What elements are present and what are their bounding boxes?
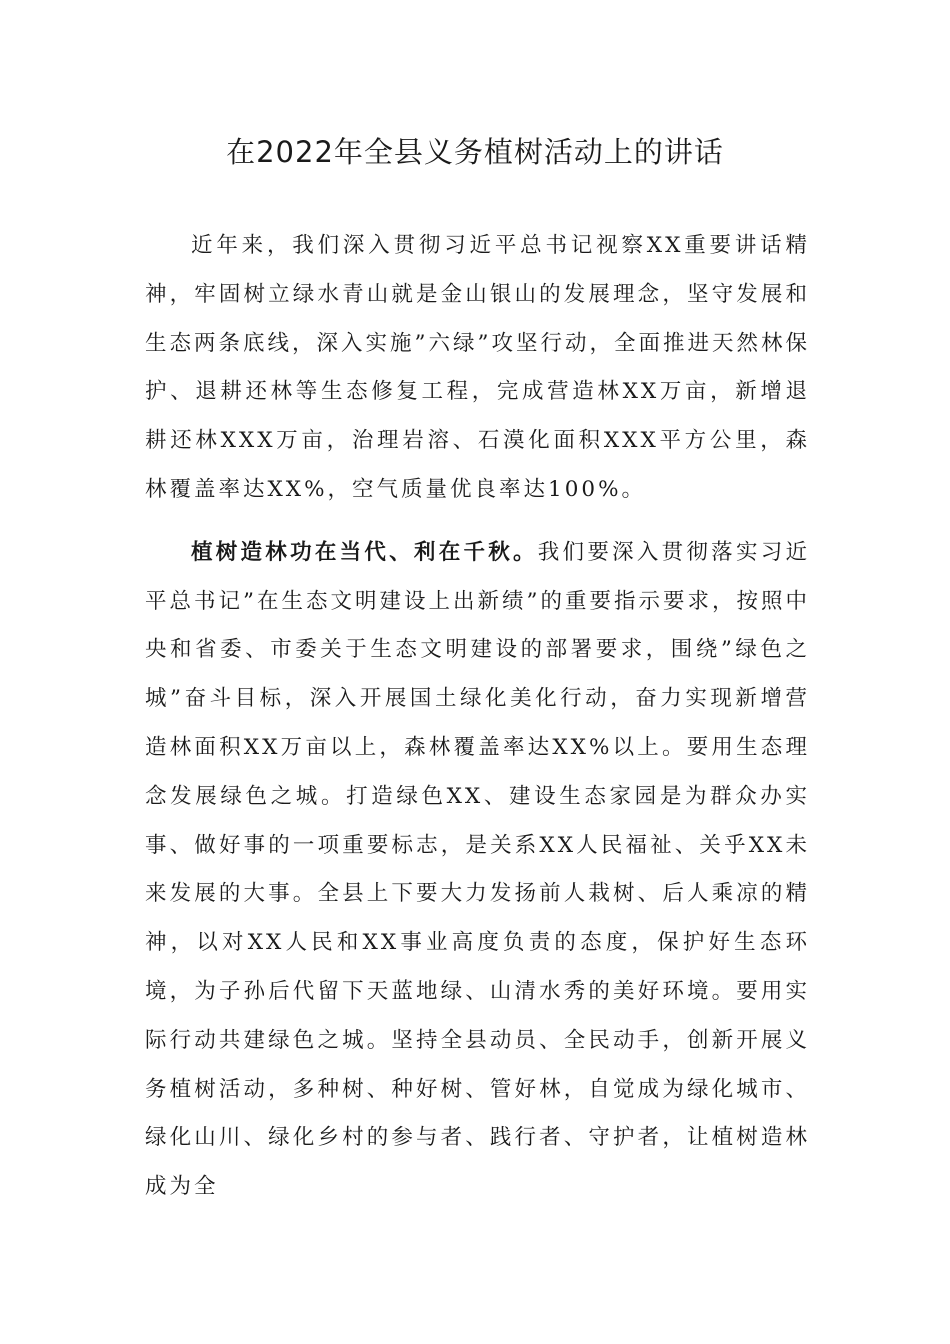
document-title: 在2022年全县义务植树活动上的讲话: [226, 135, 724, 169]
paragraph-2-lead: 植树造林功在当代、利在千秋。: [191, 539, 538, 565]
paragraph-1-text: 近年来，我们深入贯彻习近平总书记视察XX重要讲话精神，牢固树立绿水青山就是金山银山的发展理念，坚守发展和生态两条底线，深入实施”六绿”攻坚行动，全面推进天然林保护、退耕还林等生态修复工程，完成营造林XX万亩，新增退耕还林XXX万亩，治理岩溶、石漠化面积XXX平方公里，森林覆盖率达XX%，空气质量优良率达100%。: [145, 233, 810, 502]
paragraph-1: [145, 222, 810, 515]
document-body: [145, 222, 810, 1212]
paragraph-2-text: 我们要深入贯彻落实习近平总书记”在生态文明建设上出新绩”的重要指示要求，按照中央和省委、市委关于生态文明建设的部署要求，围绕”绿色之城”奋斗目标，深入开展国土绿化美化行动，奋力实现新增营造林面积XX万亩以上，森林覆盖率达XX%以上。要用生态理念发展绿色之城。打造绿色XX、建设生态家园是为群众办实事、做好事的一项重要标志，是关系XX人民福祉、关乎XX未来发展的大事。全县上下要大力发扬前人栽树、后人乘凉的精神，以对XX人民和XX事业高度负责的态度，保护好生态环境，为子孙后代留下天蓝地绿、山清水秀的美好环境。要用实际行动共建绿色之城。坚持全县动员、全民动手，创新开展义务植树活动，多种树、种好树、管好林，自觉成为绿化城市、绿化山川、绿化乡村的参与者、践行者、守护者，让植树造林成为全: [145, 539, 810, 1200]
paragraph-2: [145, 529, 810, 1212]
